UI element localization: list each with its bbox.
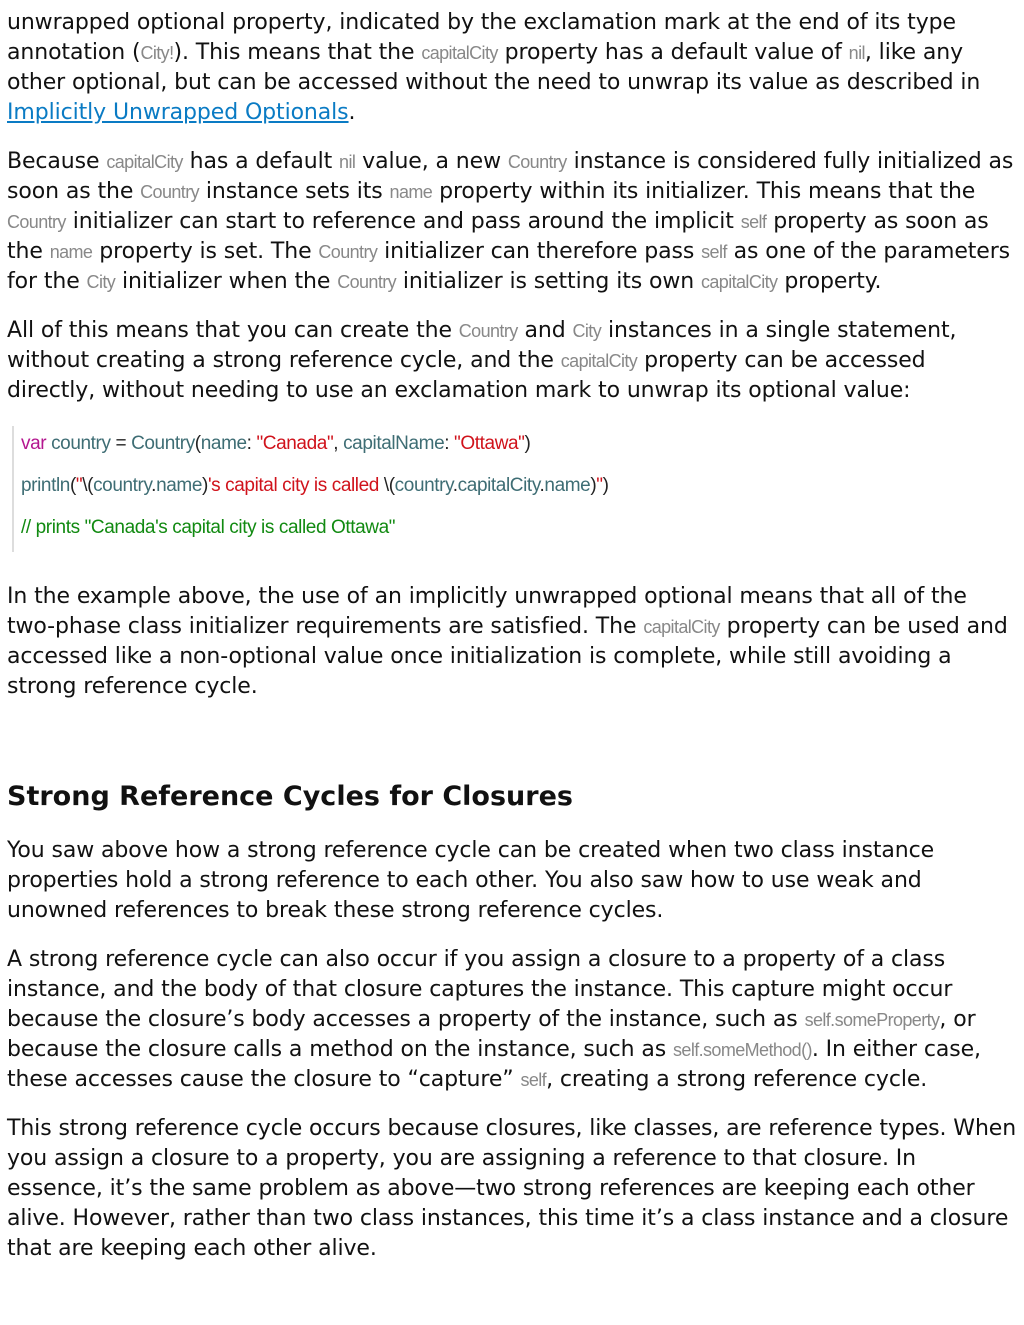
code-token: , — [333, 433, 344, 454]
section-top — [7, 8, 1017, 406]
code-block — [12, 426, 1017, 552]
text: initializer when the — [115, 269, 338, 294]
inline-code: nil — [339, 152, 356, 172]
text: property. — [777, 269, 882, 294]
inline-code: capitalCity — [560, 351, 638, 371]
text: A strong reference cycle can also occur if you assign a closure to a property of a class instance, and the body of that closure captures the instance. This capture might occur because the closure’s body accesses a property of the instance, such as — [7, 947, 953, 1032]
text: . — [348, 100, 356, 125]
inline-code: City — [572, 321, 602, 341]
text: initializer can start to reference and pass around the implicit — [65, 209, 741, 234]
code-token: \( — [82, 475, 94, 496]
section-mid — [7, 582, 1017, 702]
code-token: ( — [194, 433, 201, 454]
inline-code: name — [389, 182, 433, 202]
inline-code: capitalCity — [106, 152, 183, 172]
code-token: println — [21, 475, 70, 496]
text: , creating a strong reference cycle. — [546, 1067, 928, 1092]
code-token: var — [21, 433, 47, 454]
code-token: . — [452, 475, 458, 496]
text: initializer can therefore pass — [377, 239, 702, 264]
link-implicitly-unwrapped-optionals[interactable]: Implicitly Unwrapped Optionals — [7, 100, 349, 125]
paragraph — [7, 945, 1017, 1095]
inline-code: self.someMethod() — [673, 1040, 812, 1060]
text: instance is considered fully initialized as soon as the — [7, 149, 1014, 204]
paragraph — [7, 1114, 1017, 1264]
code-line — [21, 423, 1017, 465]
code-token: country — [93, 475, 152, 496]
code-token: "Canada" — [256, 433, 334, 454]
inline-code: capitalCity — [700, 272, 778, 292]
text: instance sets its — [198, 179, 390, 204]
section-heading: Strong Reference Cycles for Closures — [7, 781, 573, 812]
text: ). This means that the — [173, 40, 422, 65]
text: initializer is setting its own — [396, 269, 701, 294]
code-line — [21, 507, 1017, 549]
code-token: // prints "Canada's capital city is called Ottawa" — [21, 517, 396, 538]
code-token: name — [200, 433, 247, 454]
code-token: : — [444, 433, 455, 454]
text: Because — [7, 149, 107, 174]
text: as one of the parameters for the — [7, 239, 1011, 294]
code-token: ) — [590, 475, 597, 496]
inline-code: Country — [7, 212, 66, 232]
text: This strong reference cycle occurs because closures, like classes, are reference types. When you assign a closure to a property, you are assigning a reference to that closure. In essence, it’s the same problem as above—two strong references are keeping each other alive. However, rather than two class instances, this time it’s a class instance and a closure that are keeping each other alive. — [7, 1116, 1017, 1261]
text: property as soon as the — [7, 209, 989, 264]
text: property within its initializer. This means that the — [432, 179, 976, 204]
paragraph — [7, 582, 1017, 702]
paragraph — [7, 836, 1017, 926]
code-token: \( — [383, 475, 395, 496]
inline-code: self.someProperty — [804, 1010, 940, 1030]
code-token: country — [46, 433, 111, 454]
text: has a default — [182, 149, 340, 174]
text: property is set. The — [92, 239, 319, 264]
inline-code: self — [740, 212, 767, 232]
inline-code: City! — [140, 43, 174, 63]
text: and — [517, 318, 573, 343]
text: value, a new — [355, 149, 508, 174]
inline-code: capitalCity — [643, 617, 720, 637]
text: All of this means that you can create the — [7, 318, 459, 343]
code-token: capitalCity — [457, 475, 540, 496]
inline-code: Country — [140, 182, 199, 202]
inline-code: Country — [458, 321, 518, 341]
text: You saw above how a strong reference cycle can be created when two class instance properties hold a strong reference to each other. You also saw how to use weak and unowned references to break these strong reference cycles. — [7, 838, 935, 923]
inline-code: City — [86, 272, 116, 292]
inline-code: Country — [337, 272, 397, 292]
code-token: ) — [202, 475, 208, 496]
code-token: country — [394, 475, 453, 496]
text: unwrapped optional property, indicated by the exclamation mark at the end of its type annotation ( — [7, 10, 956, 65]
code-token: . — [151, 475, 157, 496]
code-token: "Ottawa" — [454, 433, 525, 454]
inline-code: self — [520, 1070, 547, 1090]
code-token: Country — [131, 433, 195, 454]
inline-code: name — [49, 242, 93, 262]
text: instances in a single statement, without creating a strong reference cycle, and the — [7, 318, 957, 373]
code-token: ) — [524, 433, 531, 454]
code-token: " — [596, 475, 603, 496]
code-token: ( — [69, 475, 76, 496]
text: , like any other optional, but can be accessed without the need to unwrap its value as described in — [7, 40, 981, 95]
code-token: 's capital city is called — [207, 475, 384, 496]
code-token: : — [246, 433, 257, 454]
inline-code: Country — [507, 152, 567, 172]
paragraph — [7, 147, 1017, 297]
text: property has a default value of — [497, 40, 849, 65]
inline-code: self — [701, 242, 727, 262]
code-token: = — [110, 433, 132, 454]
paragraph — [7, 316, 1017, 406]
code-token: name — [156, 475, 202, 496]
inline-code: capitalCity — [421, 43, 498, 63]
text: property can be accessed directly, without needing to use an exclamation mark to unwrap its optional value: — [7, 348, 926, 403]
code-token: capitalName — [343, 433, 445, 454]
code-token: ) — [602, 475, 609, 496]
paragraph — [7, 8, 1017, 128]
text: , or because the closure calls a method on the instance, such as — [7, 1007, 976, 1062]
code-token: . — [539, 475, 545, 496]
code-line — [21, 465, 1017, 507]
inline-code: nil — [848, 43, 865, 63]
code-token: " — [75, 475, 83, 496]
text: property can be used and accessed like a non-optional value once initialization is complete, while still avoiding a strong reference cycle. — [7, 614, 1008, 699]
inline-code: Country — [318, 242, 378, 262]
text: . In either case, these accesses cause the closure to “capture” — [7, 1037, 981, 1092]
text: In the example above, the use of an implicitly unwrapped optional means that all of the two-phase class initializer requirements are satisfied. The — [7, 584, 967, 639]
code-token: name — [544, 475, 591, 496]
section-bottom — [7, 836, 1017, 1264]
